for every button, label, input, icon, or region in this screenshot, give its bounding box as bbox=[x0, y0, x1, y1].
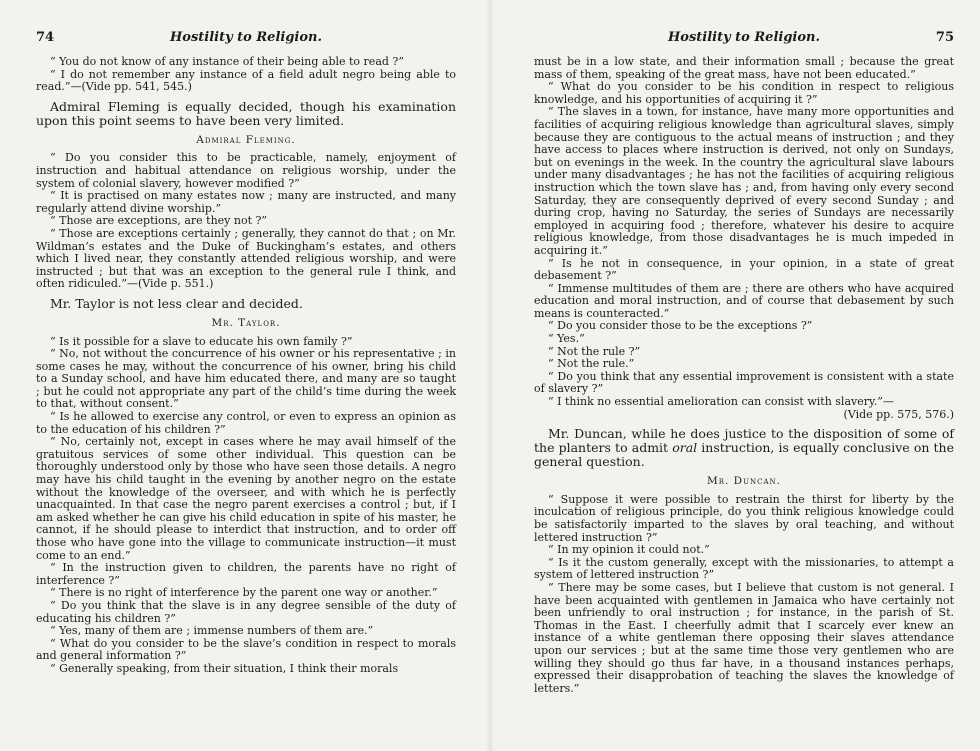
citation: (Vide pp. 575, 576.) bbox=[843, 407, 954, 421]
left-page-header bbox=[36, 32, 456, 52]
lead-emphasis: oral bbox=[672, 440, 698, 456]
paragraph: “ Is it the custom generally, except with the missionaries, to attempt a system of lettered instruction ?” bbox=[534, 555, 954, 582]
paragraph: “ Do you think that the slave is in any degree sensible of the duty of educating his children ?” bbox=[36, 598, 456, 625]
section-heading-taylor: Mr. Taylor. bbox=[211, 316, 281, 329]
paragraph: “ There may be some cases, but I believe that custom is not general. I have been acquainted with gentlemen in Jamaica who have certainly not been unfriendly to oral instruction ; for instance, in the parish of St. Thomas in the East. I cheerfully admit that I scarcely ever knew an instance of a white gentleman there opposing their slaves attendance upon our services ; but at the same time those very gentlemen who are willing they should go thus far have, in a thousand instances perhaps, expressed their disapprobation of teaching the slaves the knowledge of letters.” bbox=[534, 580, 954, 695]
lead-paragraph: Admiral Fleming is equally decided, though his examination upon this point seems to have been very limited. bbox=[36, 98, 456, 128]
paragraph: “ You do not know of any instance of their being able to read ?” bbox=[50, 55, 404, 68]
right-page bbox=[534, 32, 954, 695]
paragraph: “ Suppose it were possible to restrain the thirst for liberty by the inculcation of religious principle, do you think religious knowledge could be satisfactorily imparted to the slaves by oral teaching, and without lettered instruction ?” bbox=[534, 492, 954, 544]
right-page-header bbox=[534, 32, 954, 52]
paragraph: “ No, not without the concurrence of his owner or his representative ; in some cases he may, without the concurrence of his owner, bring his child to a Sunday school, and have him educated there, and many are so taught ; but he could not appropriate any part of the child’s time during the week to that, without consent.” bbox=[36, 347, 456, 411]
paragraph: “ No, certainly not, except in cases where he may avail himself of the gratuitous services of some other individual. This question can be thoroughly understood only by those who have seen those details. A negro may have his child taught in the evening by another negro on the estate without the knowledge of the overseer, and with which he is perfectly unacquainted. In that case the negro parent exercises a control ; but, if I am asked whether he can give his child education in spite of his master, he cannot, if he should please to interdict that instruction, and to order off those who have gone into the village to communicate instruction—it must come to an end.” bbox=[36, 435, 456, 562]
lead-paragraph: Mr. Taylor is not less clear and decided. bbox=[50, 295, 303, 311]
paragraph: “ Generally speaking, from their situation, I think their morals bbox=[50, 661, 399, 675]
left-page bbox=[36, 32, 456, 676]
right-running-title: Hostility to Religion. bbox=[667, 30, 820, 45]
paragraph: “ Do you consider those to be the exceptions ?” bbox=[548, 319, 813, 333]
paragraph: “ The slaves in a town, for instance, have many more opportunities and facilities of acquiring religious knowledge than agricultural slaves, simply because they are contiguous to the actual means of instruction ; and they have access to places where instruction is derived, not only on Sundays, but on evenings in the week. In the country the agricultural slave labours under many disadvantages ; he has not the facilities of acquiring religious instruction which the town slave has ; and, from having only every second Saturday, they are consequently deprived of every second Sunday ; and during crop, having no Saturday, the series of Sundays are necessarily employed in acquiring food ; therefore, whatever his desire to acquire religious knowledge, from those disadvantages he is much impeded in acquiring it.” bbox=[534, 105, 954, 257]
paragraph: “ Those are exceptions certainly ; generally, they cannot do that ; on Mr. Wildman’s estates and the Duke of Buckingham’s estates, and others which I lived near, they constantly attended religious worship, and were instructed ; but that was an exception to the general rule I think, and often ridiculed.”—(Vide p. 551.) bbox=[36, 226, 456, 291]
paragraph: “ Yes, many of them are ; immense numbers of them are.” bbox=[50, 624, 374, 638]
paragraph-continuation: must be in a low state, and their information small ; because the great mass of them, speaking of the great mass, have not been educated.” bbox=[534, 55, 954, 81]
paragraph: “ I do not remember any instance of a field adult negro being able to read.”—(Vide pp. 541, 545.) bbox=[36, 67, 456, 94]
paragraph: “ There is no right of interference by the parent one way or another.” bbox=[50, 586, 438, 600]
paragraph: “ Is he allowed to exercise any control, or even to express an opinion as to the education of his children ?” bbox=[36, 410, 456, 436]
paragraph: “ Do you think that any essential improvement is consistent with a state of slavery ?” bbox=[534, 369, 954, 396]
paragraph: “ Yes.” bbox=[548, 332, 585, 346]
right-page-number: 75 bbox=[935, 30, 954, 45]
section-heading-duncan: Mr. Duncan. bbox=[706, 475, 781, 488]
paragraph: “ In my opinion it could not.” bbox=[548, 543, 710, 557]
lead-text: Mr. Duncan, while he does justice to the disposition of some of the planters to admit bbox=[534, 426, 954, 456]
lead-text: instruction, is equally conclusive on the general question. bbox=[534, 440, 954, 470]
paragraph: “ Is it possible for a slave to educate his own family ?” bbox=[50, 334, 353, 348]
paragraph: “ I think no essential amelioration can consist with slavery.”— bbox=[548, 395, 894, 409]
left-running-title: Hostility to Religion. bbox=[169, 30, 322, 45]
left-page-number: 74 bbox=[36, 30, 55, 45]
paragraph: “ Those are exceptions, are they not ?” bbox=[50, 214, 268, 228]
paragraph: “ Not the rule ?” bbox=[548, 344, 641, 358]
lead-paragraph bbox=[534, 427, 954, 469]
page-gutter bbox=[486, 0, 494, 751]
paragraph: “ Not the rule.” bbox=[548, 357, 635, 371]
paragraph: “ Do you consider this to be practicable, namely, enjoyment of instruction and habitual attendance on religious worship, under the system of colonial slavery, however modified ?” bbox=[36, 151, 456, 190]
paragraph: “ What do you consider to be his condition in respect to religious knowledge, and his opportunities of acquiring it ?” bbox=[534, 80, 954, 106]
section-heading-fleming: Admiral Fleming. bbox=[196, 133, 296, 146]
paragraph: “ What do you consider to be the slave’s condition in respect to morals and general information ?” bbox=[36, 636, 456, 663]
paragraph: “ In the instruction given to children, the parents have no right of interference ?” bbox=[36, 561, 456, 587]
paragraph: “ It is practised on many estates now ; many are instructed, and many regularly attend divine worship.” bbox=[36, 189, 456, 215]
paragraph: “ Is he not in consequence, in your opinion, in a state of great debasement ?” bbox=[534, 256, 954, 283]
paragraph: “ Immense multitudes of them are ; there are others who have acquired education and moral instruction, and of course that debasement by such means is counteracted.” bbox=[534, 281, 954, 320]
